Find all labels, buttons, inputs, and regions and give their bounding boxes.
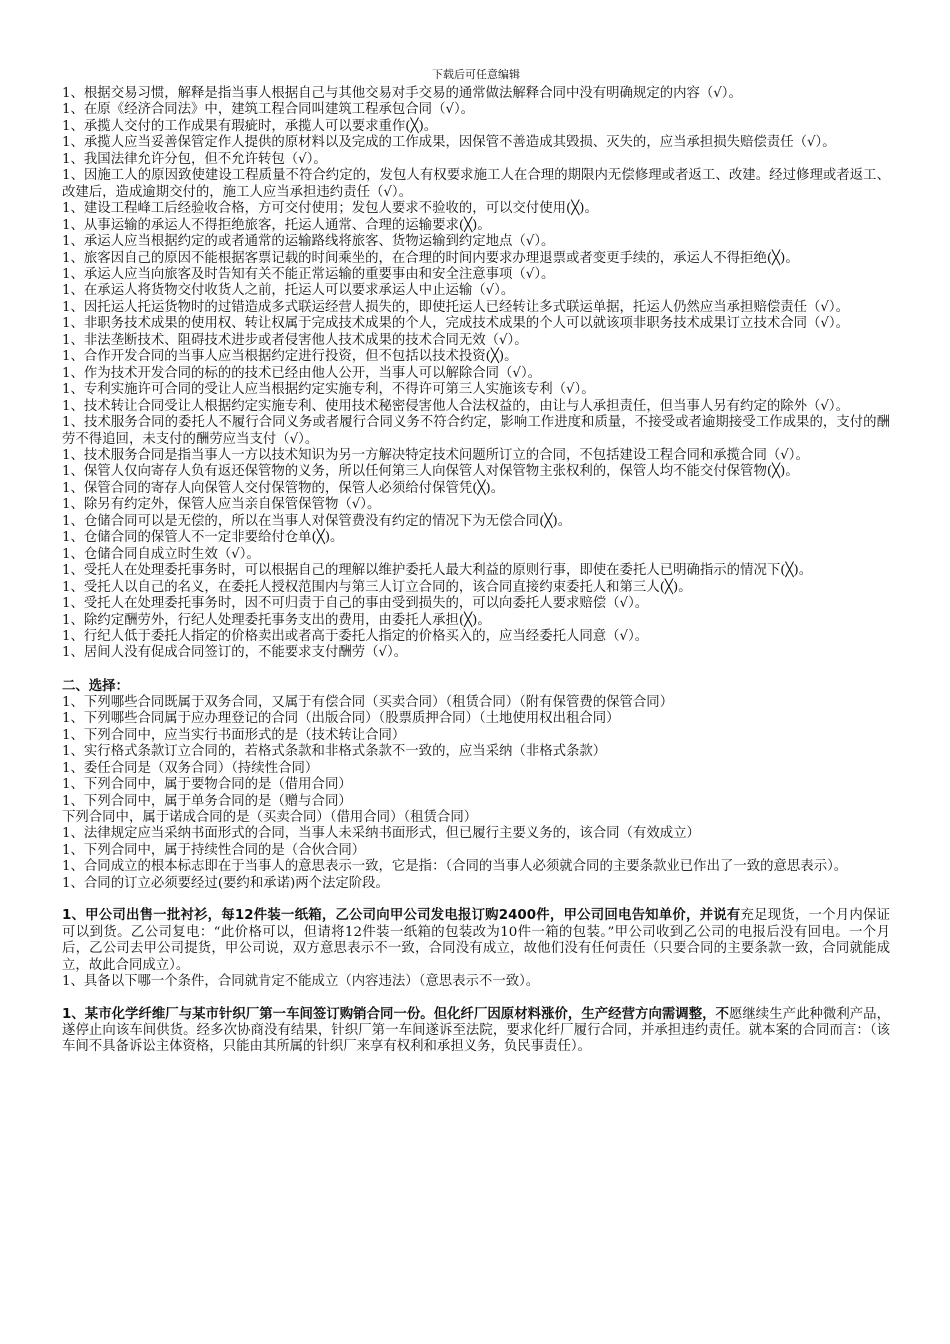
choice-item: 1、下列合同中，属于要物合同的是（借用合同） bbox=[62, 777, 352, 793]
judgment-item: 1、仓储合同可以是无偿的，所以在当事人对保管费没有约定的情况下为无偿合同(╳)。 bbox=[62, 513, 572, 529]
choice-item: 1、下列合同中，属于单务合同的是（赠与合同） bbox=[62, 793, 352, 809]
judgment-item: 1、承运人应当向旅客及时告知有关不能正常运输的重要事由和安全注意事项（√）。 bbox=[62, 266, 555, 282]
judgment-item: 1、行纪人低于委托人指定的价格卖出或者高于委托人指定的价格买入的，应当经委托人同意（√）。 bbox=[62, 628, 649, 644]
judgment-item: 1、承揽人交付的工作成果有瑕疵时，承揽人可以要求重作(╳)。 bbox=[62, 118, 438, 134]
choice-list bbox=[62, 695, 890, 892]
case-study-1 bbox=[62, 908, 890, 974]
judgment-item: 1、保管人仅向寄存人负有返还保管物的义务，所以任何第三人向保管人对保管物主张权利的，保管人均不能交付保管物(╳)。 bbox=[62, 464, 799, 480]
section-gap bbox=[62, 892, 890, 908]
judgment-item: 1、在承运人将货物交付收货人之前，托运人可以要求承运人中止运输（√）。 bbox=[62, 283, 515, 299]
section-gap bbox=[62, 662, 890, 678]
choice-item: 1、合同成立的根本标志即在于当事人的意思表示一致，它是指：（合同的当事人必须就合同的主要条款业已作出了一致的意思表示）。 bbox=[62, 859, 848, 875]
judgment-item: 1、除另有约定外，保管人应当亲自保管保管物（√）。 bbox=[62, 497, 381, 513]
judgment-item: 1、受托人在处理委托事务时，因不可归责于自己的事由受到损失的，可以向委托人要求赔偿（√）。 bbox=[62, 596, 649, 612]
judgment-item: 1、根据交易习惯，解释是指当事人根据自己与其他交易对手交易的通常做法解释合同中没有明确规定的内容（√）。 bbox=[62, 86, 742, 101]
judgment-item: 1、非职务技术成果的使用权、转让权属于完成技术成果的个人，完成技术成果的个人可以就该项非职务技术成果订立技术合同（√）。 bbox=[62, 316, 850, 332]
judgment-item: 1、我国法律允许分包，但不允许转包（√）。 bbox=[62, 151, 327, 167]
judgment-item: 1、从事运输的承运人不得拒绝旅客，托运人通常、合理的运输要求(╳)。 bbox=[62, 217, 491, 233]
case-1-lead: 1、甲公司出售一批衬衫，每12件装一纸箱，乙公司向甲公司发电报订购2400件，甲公司回电告知单价，并说有 bbox=[62, 908, 741, 924]
case-1-question: 1、具备以下哪一个条件，合同就肯定不能成立（内容违法）（意思表示不一致）。 bbox=[62, 974, 540, 990]
judgment-item: 1、建设工程峰工后经验收合格，方可交付使用；发包人要求不验收的，可以交付使用(╳)。 bbox=[62, 201, 598, 217]
judgment-item: 1、因托运人托运货物时的过错造成多式联运经营人损失的，即使托运人已经转让多式联运单据，托运人仍然应当承担赔偿责任（√）。 bbox=[62, 299, 850, 315]
judgment-item: 1、受托人在处理委托事务时，可以根据自己的理解以维护委托人最大利益的原则行事，即使在委托人已明确指示的情况下(╳)。 bbox=[62, 563, 813, 579]
document-page bbox=[62, 0, 890, 1056]
judgment-item: 1、作为技术开发合同的标的的技术已经由他人公开，当事人可以解除合同（√）。 bbox=[62, 365, 542, 381]
choice-item: 1、下列合同中，应当实行书面形式的是（技术转让合同） bbox=[62, 727, 406, 743]
judgment-item: 1、居间人没有促成合同签订的，不能要求支付酬劳（√）。 bbox=[62, 645, 408, 661]
choice-item: 1、下列哪些合同属于应办理登记的合同（出版合同）（股票质押合同）（土地使用权出租合同） bbox=[62, 711, 620, 727]
section-gap bbox=[62, 991, 890, 1007]
judgment-item: 1、除约定酬劳外，行纪人处理委托事务支出的费用，由委托人承担(╳)。 bbox=[62, 612, 491, 628]
case-1-body: 充足现货，一个月内保证可以到货。乙公司复电：“此价格可以，但请将12件装一纸箱的包装改为10件一箱的包装。”甲公司收到乙公司的电报后没有回电。一个月后，乙公司去甲公司提货，甲公司说，双方意思表示不一致，合同没有成立，故他们没有任何责任（只要合同的主要条款一致，合同就能成立，故此合同成立）。 bbox=[62, 908, 891, 973]
choice-item: 1、下列合同中，属于持续性合同的是（合伙合同） bbox=[62, 842, 366, 858]
judgment-item: 1、专利实施许可合同的受让人应当根据约定实施专利，不得许可第三人实施该专利（√）。 bbox=[62, 382, 595, 398]
judgment-item: 1、受托人以自己的名义，在委托人授权范围内与第三人订立合同的，该合同直接约束委托人和第三人(╳)。 bbox=[62, 579, 692, 595]
judgment-item: 1、因施工人的原因致使建设工程质量不符合约定的，发包人有权要求施工人在合理的期限内无偿修理或者返工、改建。经过修理或者返工、改建后，造成逾期交付的，施工人应当承担违约责任（√）。 bbox=[62, 168, 890, 200]
choice-item: 1、实行格式条款订立合同的，若格式条款和非格式条款不一致的，应当采纳（非格式条款） bbox=[62, 744, 607, 760]
judgment-item: 1、保管合同的寄存人向保管人交付保管物的，保管人必须给付保管凭(╳)。 bbox=[62, 480, 505, 496]
judgment-item: 1、合作开发合同的当事人应当根据约定进行投资，但不包括以技术投资(╳)。 bbox=[62, 349, 518, 365]
choice-item: 1、法律规定应当采纳书面形式的合同，当事人未采纳书面形式，但已履行主要义务的，该合同（有效成立） bbox=[62, 826, 700, 842]
choice-item: 1、合同的订立必须要经过(要约和承诺)两个法定阶段。 bbox=[62, 875, 389, 891]
case-2-body: 愿继续生产此种微利产品，遂停止向该车间供货。经多次协商没有结果，针织厂第一车间遂诉至法院，要求化纤厂履行合同，并承担违约责任。就本案的合同而言：（该车间不具备诉讼主体资格，只能由其所属的针织厂来享有权利和承担义务，负民事责任）。 bbox=[62, 1006, 890, 1055]
choice-item: 1、委任合同是（双务合同）（持续性合同） bbox=[62, 760, 319, 776]
judgment-list bbox=[62, 86, 890, 662]
choice-item: 下列合同中，属于诺成合同的是（买卖合同）（借用合同）（租赁合同） bbox=[62, 810, 478, 826]
judgment-item: 1、在原《经济合同法》中，建筑工程合同叫建筑工程承包合同（√）。 bbox=[62, 102, 475, 118]
judgment-item: 1、仓储合同自成立时生效（√）。 bbox=[62, 546, 260, 562]
judgment-item: 1、技术转让合同受让人根据约定实施专利、使用技术秘密侵害他人合法权益的，由让与人承担责任，但当事人另有约定的除外（√）。 bbox=[62, 398, 850, 414]
judgment-item: 1、承揽人应当妥善保管定作人提供的原材料以及完成的工作成果，因保管不善造成其毁损、灭失的，应当承担损失赔偿责任（√）。 bbox=[62, 135, 836, 151]
judgment-item: 1、仓储合同的保管人不一定非要给付仓单(╳)。 bbox=[62, 530, 344, 546]
judgment-item: 1、技术服务合同是指当事人一方以技术知识为另一方解决特定技术问题所订立的合同，不包括建设工程合同和承揽合同（√）。 bbox=[62, 447, 809, 463]
judgment-item: 1、技术服务合同的委托人不履行合同义务或者履行合同义务不符合约定，影响工作进度和质量，不接受或者逾期接受工作成果的，支付的酬劳不得追回，未支付的酬劳应当支付（√）。 bbox=[62, 415, 890, 447]
case-study-2 bbox=[62, 1007, 890, 1056]
judgment-item: 1、旅客因自己的原因不能根据客票记载的时间乘坐的，在合理的时间内要求办理退票或者变更手续的，承运人不得拒绝(╳)。 bbox=[62, 250, 799, 266]
choice-section-heading: 二、选择： bbox=[62, 678, 129, 694]
judgment-item: 1、非法垄断技术、阻碍技术进步或者侵害他人技术成果的技术合同无效（√）。 bbox=[62, 332, 528, 348]
page-header: 下载后可任意编辑 bbox=[432, 68, 520, 81]
case-2-lead: 1、某市化学纤维厂与某市针织厂第一车间签订购销合同一份。但化纤厂因原材料涨价，生产经营方向需调整，不 bbox=[62, 1006, 729, 1022]
choice-item: 1、下列哪些合同既属于双务合同，又属于有偿合同（买卖合同）（租赁合同）（附有保管费的保管合同） bbox=[62, 694, 674, 710]
judgment-item: 1、承运人应当根据约定的或者通常的运输路线将旅客、货物运输到约定地点（√）。 bbox=[62, 234, 555, 250]
